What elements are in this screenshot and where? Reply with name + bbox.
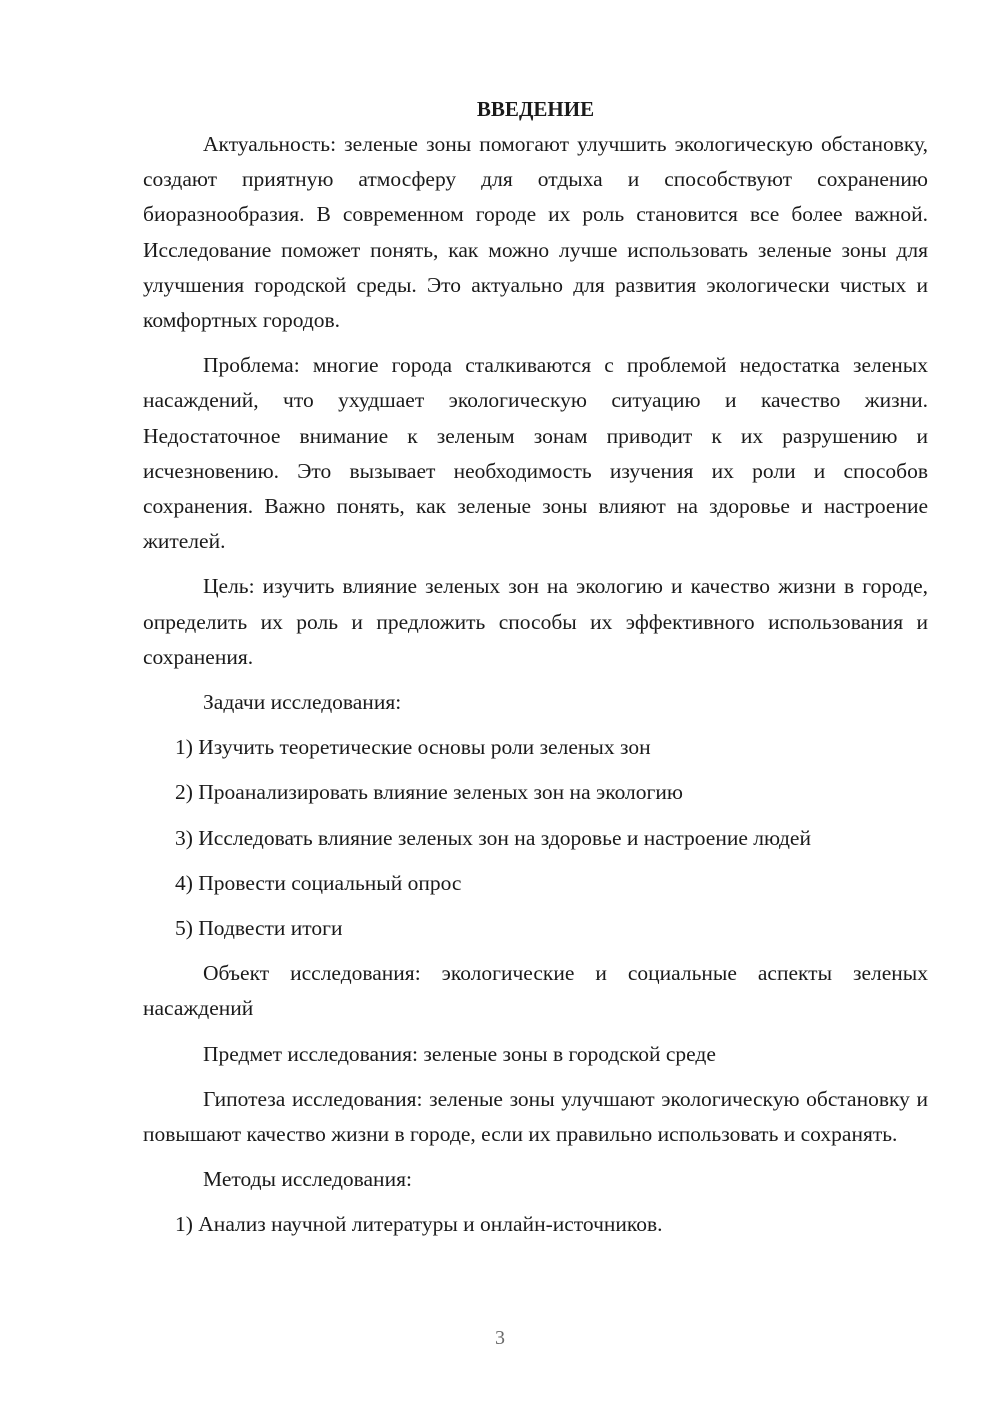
problem-paragraph: Проблема: многие города сталкиваются с проблемой недостатка зеленых насаждений, что ухудшает экологическую ситуацию и качество жизни. Недостаточное внимание к зеленым зонам приводит к их разрушению и исчезновению. Это вызывает необходимость изучения их роли и способов сохранения. Важно понять, как зеленые зоны влияют на здоровье и настроение жителей. (143, 353, 928, 554)
task-item: 1) Изучить теоретические основы роли зеленых зон (175, 735, 651, 760)
tasks-heading: Задачи исследования: (203, 690, 402, 715)
task-item: 5) Подвести итоги (175, 916, 343, 941)
hypothesis-paragraph: Гипотеза исследования: зеленые зоны улучшают экологическую обстановку и повышают качество жизни в городе, если их правильно использовать и сохранять. (143, 1086, 928, 1147)
task-item: 4) Провести социальный опрос (175, 870, 462, 895)
section-title: ВВЕДЕНИЕ (476, 97, 595, 121)
methods-heading: Методы исследования: (203, 1167, 412, 1192)
relevance-paragraph: Актуальность: зеленые зоны помогают улучшить экологическую обстановку, создают приятную атмосферу для отдыха и способствуют сохранению биоразнообразия. В современном городе их роль становится все более важной. Исследование поможет понять, как можно лучше использовать зеленые зоны для улучшения городской среды. Это актуально для развития экологически чистых и комфортных городов. (143, 132, 928, 333)
object-paragraph: Объект исследования: экологические и социальные аспекты зеленых насаждений (143, 961, 928, 1021)
goal-paragraph: Цель: изучить влияние зеленых зон на экологию и качество жизни в городе, определить их роль и предложить способы их эффективного использования и сохранения. (143, 574, 928, 669)
task-item: 3) Исследовать влияние зеленых зон на здоровье и настроение людей (175, 825, 811, 850)
document-page (143, 92, 928, 1253)
page-number: 3 (495, 1327, 505, 1349)
task-item: 2) Проанализировать влияние зеленых зон на экологию (175, 780, 683, 805)
subject-paragraph: Предмет исследования: зеленые зоны в городской среде (203, 1041, 716, 1066)
method-item: 1) Анализ научной литературы и онлайн-источников. (175, 1212, 663, 1237)
